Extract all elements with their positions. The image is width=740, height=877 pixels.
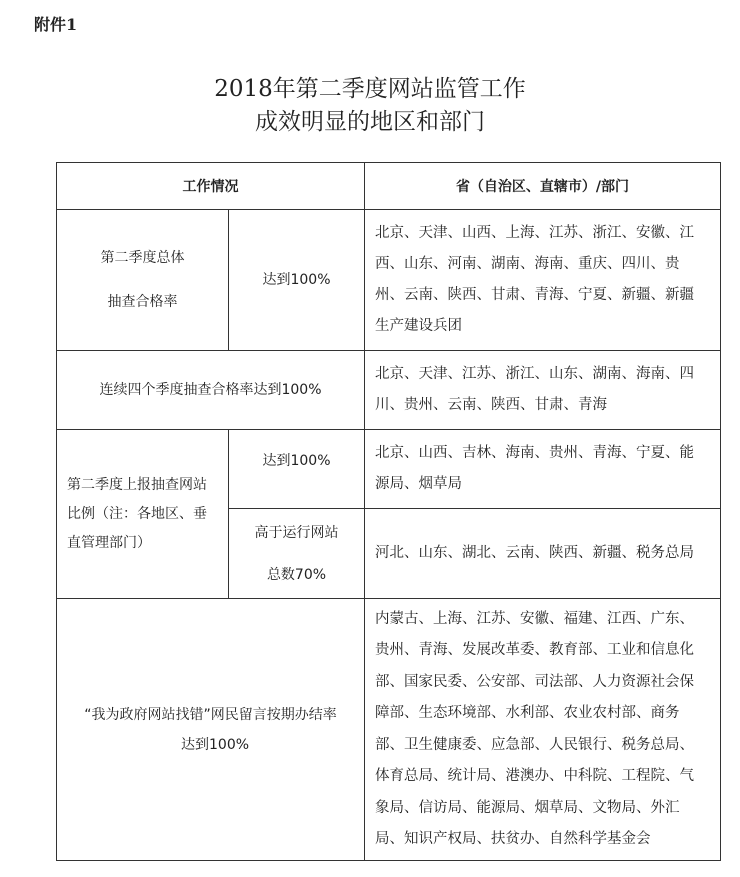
table-row — [57, 430, 721, 509]
row4-label — [57, 599, 365, 861]
region-line: 体育总局、统计局、港澳办、中科院、工程院、气 — [375, 768, 694, 784]
region-line: 源局、烟草局 — [375, 476, 462, 492]
region-line: 河北、山东、湖北、云南、陕西、新疆、税务总局 — [375, 545, 694, 561]
region-line: 部、国家民委、公安部、司法部、人力资源社会保 — [375, 673, 694, 690]
row2-label: 连续四个季度抽查合格率达到100% — [57, 351, 365, 430]
title-line-2: 成效明显的地区和部门 — [255, 109, 485, 135]
row3-label-line-3: 直管理部门） — [67, 534, 151, 551]
row4-label-line-2: 达到100% — [181, 736, 250, 753]
region-line: 北京、天津、山西、上海、江苏、浙江、安徽、江 — [375, 225, 694, 241]
region-line: 部、卫生健康委、应急部、人民银行、税务总局、 — [375, 736, 694, 753]
row3-sub1-regions — [365, 430, 721, 509]
table-header-row — [57, 163, 721, 210]
region-line: 北京、天津、江苏、浙江、山东、湖南、海南、四 — [375, 366, 694, 382]
region-line: 贵州、青海、发展改革委、教育部、工业和信息化 — [375, 642, 694, 658]
row1-regions — [365, 210, 721, 351]
region-line: 内蒙古、上海、江苏、安徽、福建、江西、广东、 — [375, 610, 694, 627]
row3-sub2-criterion-line-1: 高于运行网站 — [254, 524, 339, 541]
region-line: 川、贵州、云南、陕西、甘肃、青海 — [375, 397, 607, 413]
table-row — [57, 599, 721, 861]
row4-label-line-1: “我为政府网站找错”网民留言按期办结率 — [84, 706, 337, 723]
header-regions: 省（自治区、直辖市）/部门 — [365, 163, 721, 210]
row3-label-line-1: 第二季度上报抽查网站 — [67, 476, 207, 493]
row3-sub2-regions — [365, 509, 721, 599]
region-line: 象局、信访局、能源局、烟草局、文物局、外汇 — [375, 799, 680, 816]
achievement-table — [56, 162, 721, 861]
row2-regions — [365, 351, 721, 430]
row3-sub1-criterion: 达到100% — [229, 430, 365, 509]
row1-label-line-2: 抽查合格率 — [107, 294, 178, 310]
region-line: 州、云南、陕西、甘肃、青海、宁夏、新疆、新疆 — [375, 287, 694, 303]
region-line: 局、知识产权局、扶贫办、自然科学基金会 — [375, 831, 651, 847]
table-row — [57, 351, 721, 430]
region-line: 北京、山西、吉林、海南、贵州、青海、宁夏、能 — [375, 445, 694, 461]
row3-sub2-criterion — [229, 509, 365, 599]
title-line-1: 2018年第二季度网站监管工作 — [214, 76, 526, 102]
region-line: 西、山东、河南、湖南、海南、重庆、四川、贵 — [375, 256, 680, 272]
row4-regions — [365, 599, 721, 861]
row1-label — [57, 210, 229, 351]
attachment-label: 附件1 — [34, 15, 78, 34]
row3-sub2-criterion-line-2: 总数70% — [266, 566, 327, 583]
header-work-situation: 工作情况 — [57, 163, 365, 210]
table-row — [57, 210, 721, 351]
row1-label-line-1: 第二季度总体 — [100, 250, 185, 266]
row1-criterion: 达到100% — [229, 210, 365, 351]
row3-label — [57, 430, 229, 599]
row3-label-line-2: 比例（注：各地区、垂 — [67, 505, 207, 522]
region-line: 生产建设兵团 — [375, 318, 462, 334]
region-line: 障部、生态环境部、水利部、农业农村部、商务 — [375, 705, 680, 721]
